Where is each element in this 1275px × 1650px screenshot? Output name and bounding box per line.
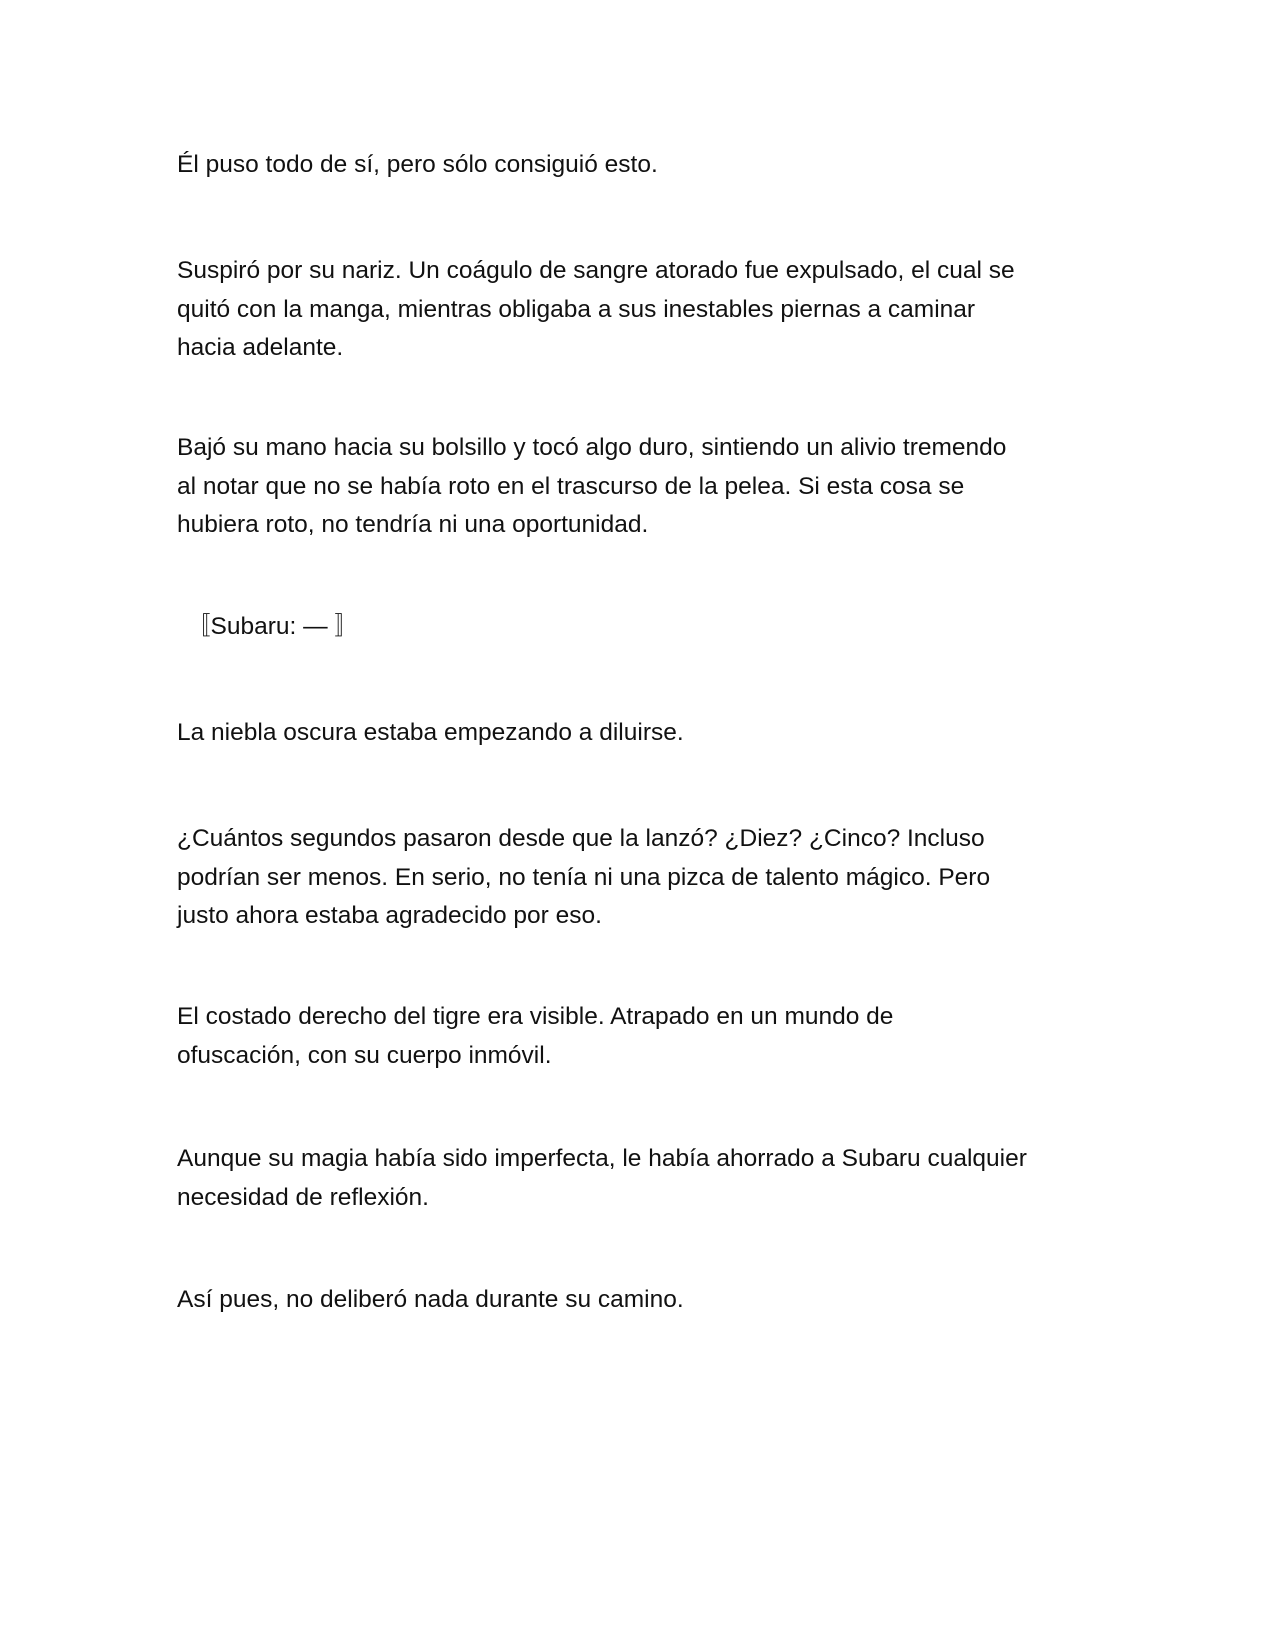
- text-line: Él puso todo de sí, pero sólo consiguió esto.: [177, 151, 658, 178]
- text-line: La niebla oscura estaba empezando a diluirse.: [177, 719, 684, 746]
- text-line: al notar que no se había roto en el trascurso de la pelea. Si esta cosa se: [177, 472, 965, 500]
- paragraph-2: [177, 252, 1117, 368]
- text-line: Bajó su mano hacia su bolsillo y tocó algo duro, sintiendo un alivio tremendo: [177, 434, 1007, 461]
- paragraph-6: [177, 820, 1117, 936]
- paragraph-3: [177, 429, 1117, 545]
- paragraph-7: [177, 998, 1117, 1075]
- text-line: Suspiró por su nariz. Un coágulo de sangre atorado fue expulsado, el cual se: [177, 257, 1015, 284]
- text-line: justo ahora estaba agradecido por eso.: [177, 902, 602, 929]
- text-line: hacia adelante.: [177, 334, 344, 361]
- paragraph-5: [177, 714, 1117, 753]
- text-line: 〚Subaru: — 〛: [186, 613, 359, 640]
- text-line: hubiera roto, no tendría ni una oportunidad.: [177, 511, 649, 538]
- text-line: Aunque su magia había sido imperfecta, le había ahorrado a Subaru cualquier: [177, 1145, 1027, 1172]
- text-line: podrían ser menos. En serio, no tenía ni una pizca de talento mágico. Pero: [177, 863, 991, 891]
- paragraph-1: [177, 146, 1117, 185]
- text-line: ¿Cuántos segundos pasaron desde que la lanzó? ¿Diez? ¿Cinco? Incluso: [177, 825, 985, 852]
- text-line: ofuscación, con su cuerpo inmóvil.: [177, 1041, 552, 1069]
- dialogue-line: [186, 608, 1126, 647]
- text-line: Así pues, no deliberó nada durante su camino.: [177, 1286, 684, 1313]
- text-line: quitó con la manga, mientras obligaba a sus inestables piernas a caminar: [177, 295, 976, 323]
- paragraph-9: [177, 1281, 1117, 1320]
- text-line: necesidad de reflexión.: [177, 1183, 429, 1211]
- text-line: El costado derecho del tigre era visible. Atrapado en un mundo de: [177, 1003, 894, 1030]
- paragraph-8: [177, 1140, 1117, 1217]
